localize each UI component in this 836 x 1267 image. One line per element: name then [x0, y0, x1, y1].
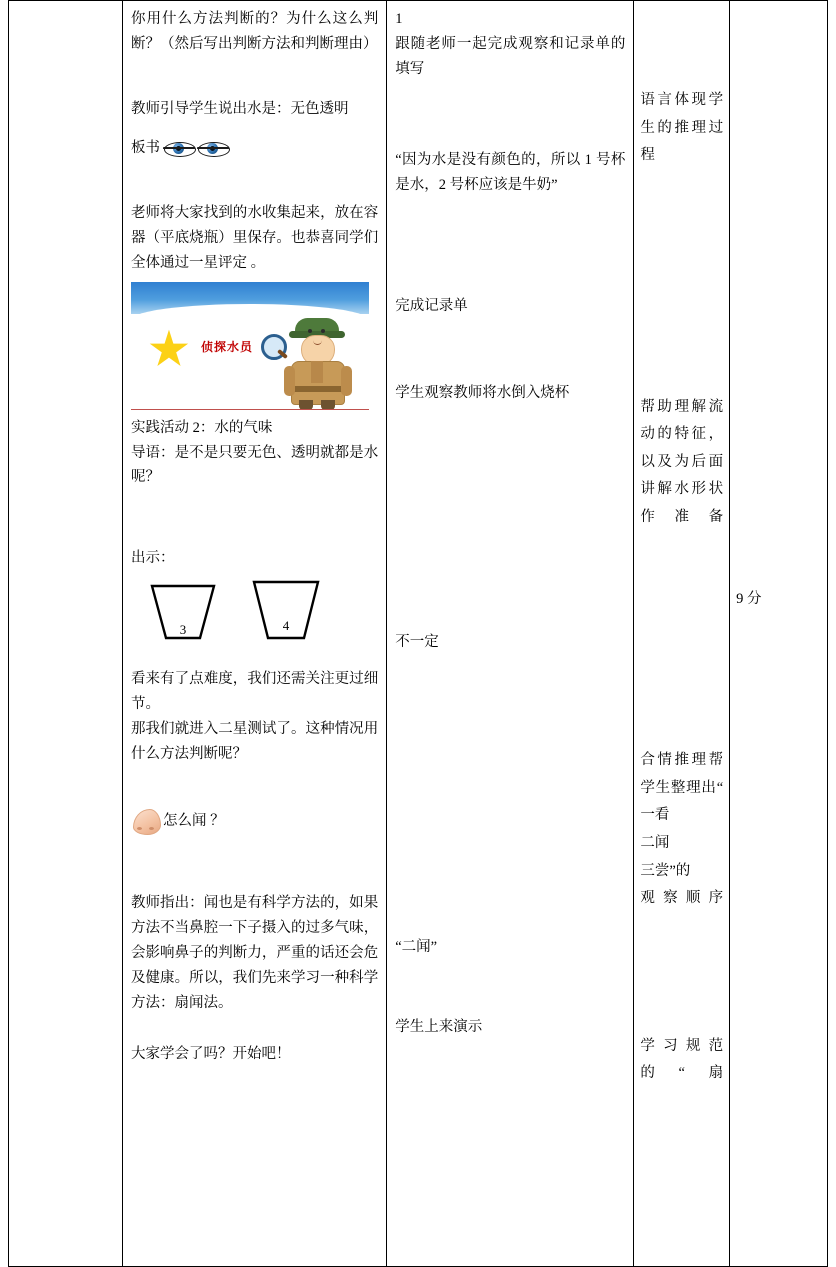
teacher-para-7b: 那我们就进入二星测试了。这种情况用什么方法判断呢？ — [130, 721, 379, 763]
spacer — [131, 653, 378, 667]
student-para-4: 学生观察教师将水倒入烧杯 — [395, 384, 570, 401]
teacher-para-10: 大家学会了吗？开始吧！ — [130, 1045, 291, 1062]
spacer — [131, 490, 378, 546]
beaker-4-label: 4 — [282, 617, 290, 633]
time-content — [730, 1, 827, 614]
cell-stage-column — [9, 1, 123, 1267]
spacer — [395, 655, 625, 935]
show-label: 出示： — [130, 550, 175, 567]
teacher-para-2: 教师引导学生说出水是：无色透明 — [130, 100, 349, 117]
beaker-4 — [249, 579, 323, 639]
activity-title: 实践活动 2：水的气味 — [130, 419, 273, 436]
eye-right-icon — [198, 141, 228, 156]
intent-block-3-part3: 二闻 — [640, 835, 670, 852]
teacher-para-4: 老师将大家找到的水收集起来，放在容器（平底烧瓶）里保存。也恭喜同学们全体通过一星评定 。 — [130, 204, 379, 271]
spacer — [131, 1016, 378, 1042]
banner-badge-label: 侦探水员 — [200, 339, 253, 354]
cell-teacher-activity — [122, 1, 386, 1267]
nose-icon — [131, 807, 161, 835]
student-para-1: 跟随老师一起完成观察和记录单的填写 — [395, 35, 626, 77]
cell-design-intent — [634, 1, 730, 1267]
stage-text — [9, 1, 122, 13]
smell-question-text: 怎么闻 ？ — [162, 812, 225, 829]
student-para-7: 学生上来演示 — [395, 1019, 483, 1036]
star-icon — [149, 330, 189, 370]
beaker-illustration-group — [131, 577, 378, 651]
beaker-3 — [146, 583, 220, 643]
detective-character-icon — [281, 318, 359, 410]
spacer — [131, 767, 378, 807]
spacer — [395, 122, 625, 148]
spacer — [395, 406, 625, 630]
intent-block-1: 语言体现学生的推理过程 — [640, 92, 724, 164]
spacer — [640, 913, 723, 1033]
student-para-6: “二闻” — [395, 938, 438, 955]
spacer — [395, 319, 625, 381]
eyes-icon — [164, 141, 228, 156]
spacer — [640, 531, 723, 747]
teacher-para-1: 你用什么方法判断的？为什么这么判断？（然后写出判断方法和判断理由） — [130, 11, 379, 52]
intent-block-3-part4: 三尝”的 — [640, 862, 691, 879]
student-para-2: “因为水是没有颜色的，所以 1 号杯是水，2 号杯应该是牛奶” — [395, 151, 626, 193]
teacher-para-9: 教师指出：闻也是有科学方法的，如果方法不当鼻腔一下子摄入的过多气味，会影响鼻子的判断力，严重的话还会危及健康。所以，我们先来学习一种科学方法：扇闻法。 — [130, 895, 379, 1011]
spacer — [131, 835, 378, 891]
student-para-5: 不一定 — [395, 633, 439, 650]
student-para-3: 完成记录单 — [395, 297, 468, 314]
teacher-activity-content — [123, 1, 386, 1266]
blackboard-label: 板书 — [130, 139, 160, 156]
spacer — [395, 82, 625, 122]
eye-left-icon — [164, 141, 194, 156]
activity-lead: 导语：是不是只要无色、透明就都是水呢？ — [130, 444, 379, 486]
intent-block-3-part2: 一看 — [640, 807, 670, 824]
spacer — [395, 959, 625, 1015]
student-para-1-num: 1 — [395, 11, 403, 27]
design-intent-content — [634, 1, 729, 1094]
beaker-3-label: 3 — [179, 621, 187, 637]
cell-student-activity — [387, 1, 634, 1267]
spacer — [395, 198, 625, 294]
time-value: 9 分 — [736, 591, 762, 607]
intent-block-2: 帮助理解流动的特征，以及为后面讲解水形状作准备 — [640, 398, 724, 525]
spacer — [131, 122, 378, 136]
cell-time — [730, 1, 828, 1267]
table-row — [9, 1, 828, 1267]
teacher-para-7a: 看来有了点难度，我们还需关注更过细节。 — [130, 671, 379, 713]
student-activity-content — [387, 1, 633, 1046]
intent-block-3-part1: 合情推理帮学生整理出“ — [640, 752, 724, 796]
spacer — [131, 161, 378, 201]
spacer — [736, 7, 821, 587]
intent-block-4: 学习规范的“扇 — [640, 1037, 724, 1082]
smell-question-line — [131, 807, 378, 835]
detective-banner-image — [131, 282, 369, 412]
lesson-plan-table — [8, 0, 828, 1267]
spacer — [640, 170, 723, 394]
banner-divider — [131, 409, 369, 410]
blackboard-line — [131, 136, 378, 161]
spacer — [640, 7, 723, 87]
spacer — [131, 57, 378, 97]
intent-block-3-part5: 观察顺序 — [640, 890, 724, 907]
